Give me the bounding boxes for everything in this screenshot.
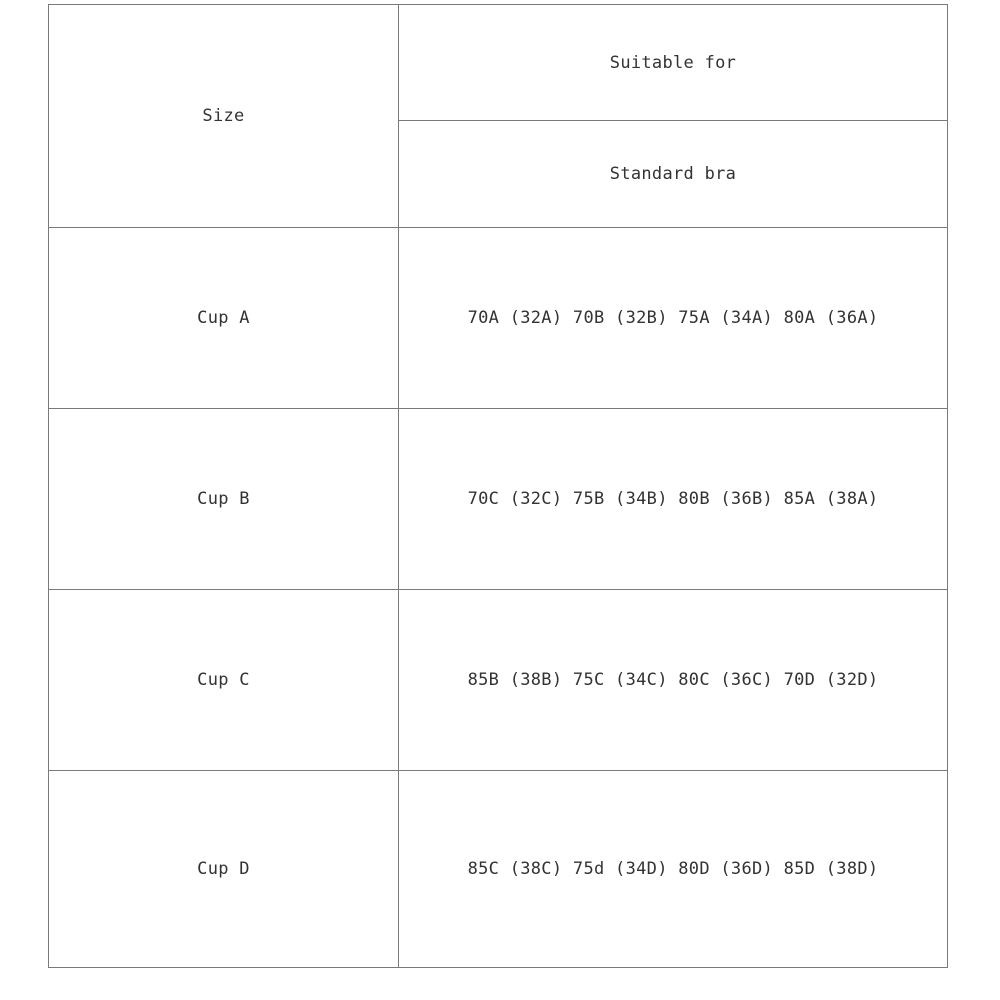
bra-sizes-cell: 70C (32C) 75B (34B) 80B (36B) 85A (38A) [399,409,948,590]
bra-sizes-cell: 70A (32A) 70B (32B) 75A (34A) 80A (36A) [399,228,948,409]
table-row [49,590,948,771]
table-row [49,409,948,590]
cup-size-cell: Cup B [49,409,399,590]
cup-size-cell: Cup D [49,771,399,968]
table-row [49,771,948,968]
cup-size-cell: Cup C [49,590,399,771]
size-header-cell: Size [49,5,399,228]
standard-bra-header-cell: Standard bra [399,121,948,228]
cup-size-cell: Cup A [49,228,399,409]
table-row [49,228,948,409]
suitable-for-header-cell: Suitable for [399,5,948,121]
size-chart-table [48,4,948,968]
bra-sizes-cell: 85C (38C) 75d (34D) 80D (36D) 85D (38D) [399,771,948,968]
header-row [49,5,948,121]
bra-sizes-cell: 85B (38B) 75C (34C) 80C (36C) 70D (32D) [399,590,948,771]
